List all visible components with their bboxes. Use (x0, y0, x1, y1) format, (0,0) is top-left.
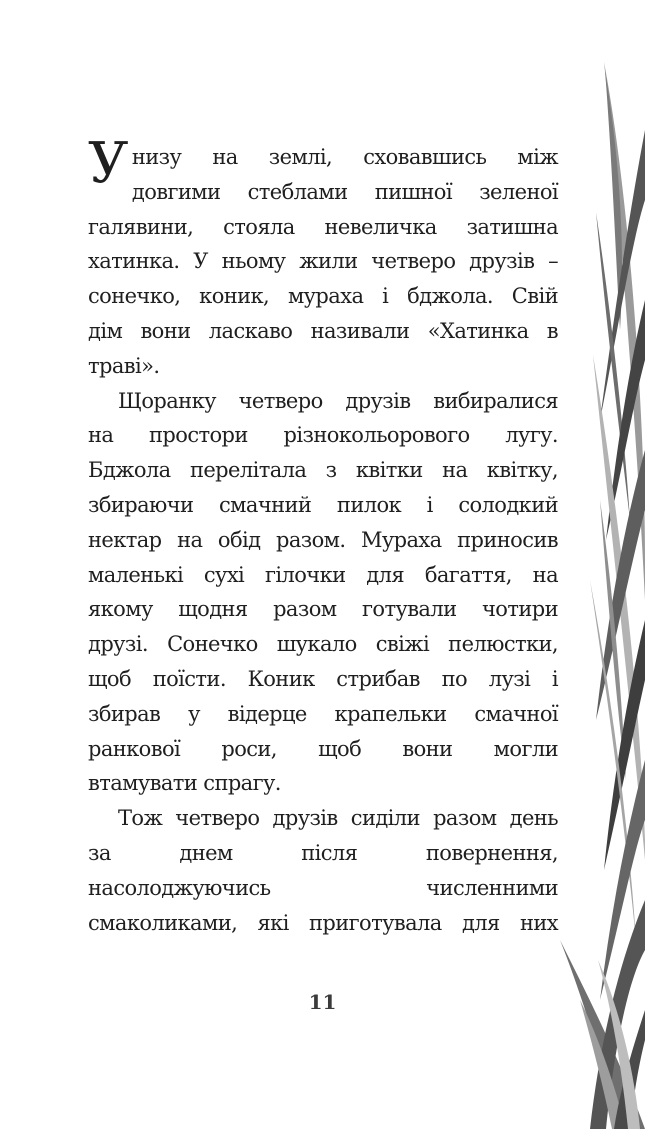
drop-cap: У (88, 131, 128, 196)
text-line: дім вони ласкаво називали «Хатинка в (88, 318, 558, 343)
text-line: низу на землі, сховавшись між (131, 145, 558, 169)
text-line: якому щодня разом готували чотири (88, 597, 558, 622)
text-line: Щоранку четверо друзів вибиралися (118, 388, 558, 413)
text-line: траві». (88, 353, 160, 378)
text-line: смаколиками, які приготувала для них (88, 910, 558, 935)
text-line: за днем після повернення, (88, 840, 558, 865)
text-line: галявини, стояла невеличка затишна (88, 214, 558, 239)
text-line: насолоджуючись численними (88, 875, 558, 900)
text-line: щоб поїсти. Коник стрибав по лузі і (88, 666, 558, 691)
text-line: втамувати спрагу. (88, 771, 281, 796)
text-line: Бджола перелітала з квітки на квітку, (88, 458, 558, 483)
text-line: на простори різнокольорового лугу. (88, 423, 558, 448)
story-text (88, 131, 558, 940)
paragraph-2 (88, 384, 558, 802)
text-line: хатинка. У ньому жили четверо друзів – (88, 249, 558, 274)
text-line: сонечко, коник, мураха і бджола. Свій (88, 284, 558, 309)
text-line: довгими стеблами пишної зеленої (131, 179, 558, 204)
page-number: 11 (308, 990, 337, 1014)
text-line: нектар на обід разом. Мураха приносив (88, 527, 558, 552)
text-line: збирав у відерце крапельки смачної (88, 701, 558, 726)
text-line: збираючи смачний пилок і солодкий (88, 492, 558, 517)
text-line: друзі. Сонечко шукало свіжі пелюстки, (88, 632, 558, 657)
text-line: ранкової роси, щоб вони могли (88, 736, 558, 761)
paragraph-1 (88, 131, 558, 384)
text-line: Тож четверо друзів сиділи разом день (118, 806, 558, 831)
text-line: маленькі сухі гілочки для багаття, на (88, 562, 558, 587)
paragraph-3 (88, 801, 558, 940)
